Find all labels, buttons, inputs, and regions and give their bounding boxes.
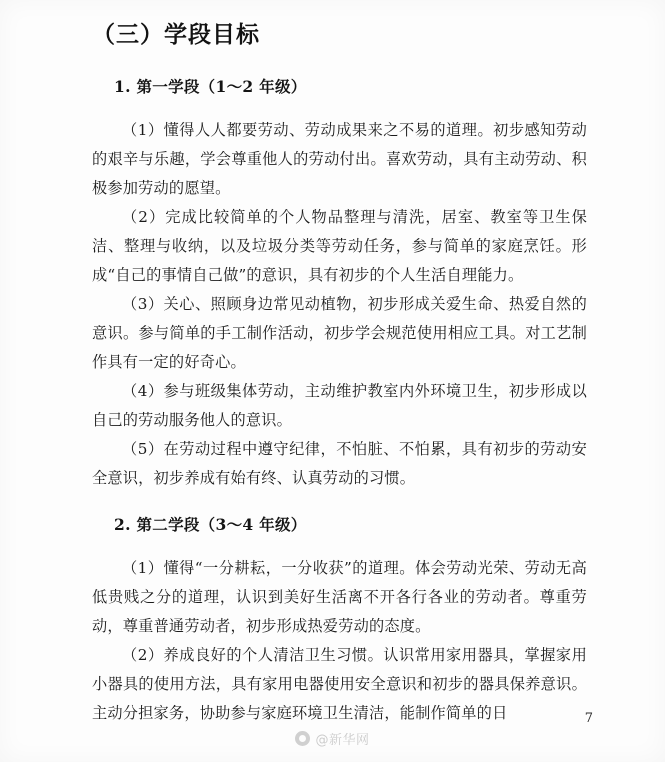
spacer: [92, 97, 587, 116]
spacer: [92, 493, 587, 513]
spacer: [92, 49, 587, 75]
paragraph-1-2: （2）完成比较简单的个人物品整理与清洗，居室、教室等卫生保洁、整理与收纳，以及垃圾分类等劳动任务，参与简单的家庭烹饪。形成“自己的事情自己做”的意识，具有初步的个人生活自理能力。: [92, 208, 587, 284]
paragraph-2-2: （2）养成良好的个人清洁卫生习惯。认识常用家用器具，掌握家用小器具的使用方法，具有家用电器使用安全意识和初步的器具保养意识。主动分担家务，协助参与家庭环境卫生清洁，能制作简单的日: [92, 646, 587, 722]
watermark-label: @新华网: [315, 733, 370, 748]
paragraph-1-5: （5）在劳动过程中遵守纪律，不怕脏、不怕累，具有初步的劳动安全意识，初步养成有始有终、认真劳动的习惯。: [92, 440, 587, 487]
spacer: [92, 535, 587, 554]
watermark: [0, 729, 665, 748]
page-title: （三）学段目标: [92, 21, 260, 48]
subheading-stage-1: 1. 第一学段（1～2 年级）: [114, 77, 307, 96]
paragraph-1-4: （4）参与班级集体劳动，主动维护教室内外环境卫生，初步形成以自己的劳动服务他人的意识。: [92, 382, 587, 429]
page-number: 7: [584, 711, 593, 726]
paragraph-1-1: （1）懂得人人都要劳动、劳动成果来之不易的道理。初步感知劳动的艰辛与乐趣，学会尊重他人的劳动付出。喜欢劳动，具有主动劳动、积极参加劳动的愿望。: [92, 121, 587, 197]
subheading-stage-2: 2. 第二学段（3～4 年级）: [114, 515, 307, 534]
paragraph-1-3: （3）关心、照顾身边常见动植物，初步形成关爱生命、热爱自然的意识。参与简单的手工制作活动，初步学会规范使用相应工具。对工艺制作具有一定的好奇心。: [92, 295, 587, 371]
eye-icon: [295, 731, 310, 746]
paragraph-2-1: （1）懂得“一分耕耘，一分收获”的道理。体会劳动光荣、劳动无高低贵贱之分的道理，认识到美好生活离不开各行各业的劳动者。尊重劳动，尊重普通劳动者，初步形成热爱劳动的态度。: [92, 559, 587, 635]
